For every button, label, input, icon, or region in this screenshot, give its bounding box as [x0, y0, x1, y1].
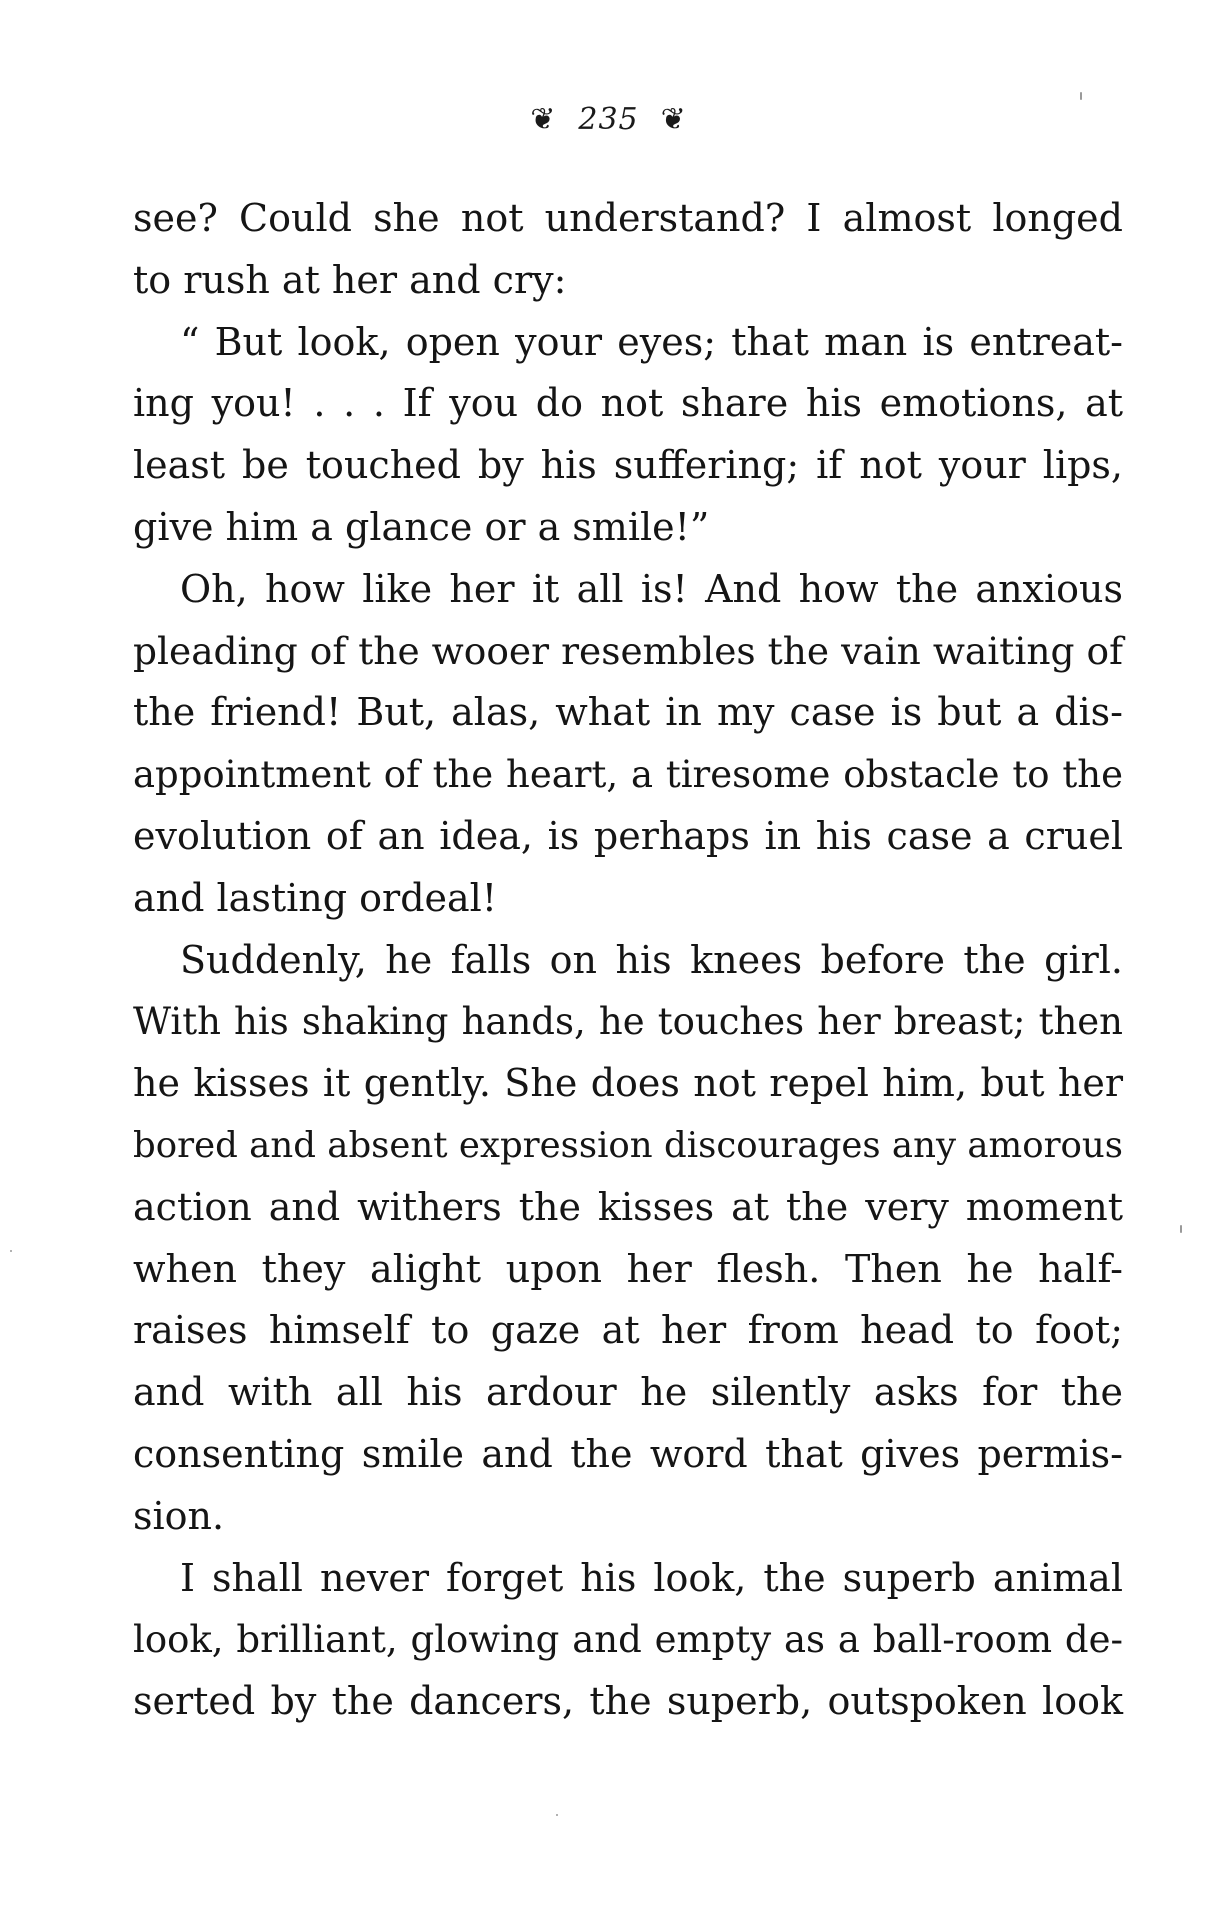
- fleuron-right-icon: ❦: [660, 102, 687, 137]
- text-line: “ But look, open your eyes; that man is entreat-: [180, 319, 1123, 364]
- text-line: raises himself to gaze at her from head to foot;: [133, 1308, 1123, 1353]
- text-line: Oh, how like her it all is! And how the anxious: [180, 566, 1123, 611]
- text-line: serted by the dancers, the superb, outspoken look: [133, 1679, 1123, 1724]
- scan-speck: [1180, 1225, 1182, 1233]
- text-line: pleading of the wooer resembles the vain waiting of: [133, 628, 1123, 673]
- scan-speck: [1080, 92, 1082, 100]
- text-line: and lasting ordeal!: [133, 875, 498, 920]
- text-line: the friend! But, alas, what in my case is but a dis-: [133, 690, 1123, 735]
- text-line: consenting smile and the word that gives permis-: [133, 1431, 1123, 1476]
- text-line: bored and absent expression discourages any amorous: [133, 1124, 1123, 1166]
- fleuron-left-icon: ❦: [530, 102, 557, 137]
- text-line: sion.: [133, 1493, 225, 1538]
- text-line: to rush at her and cry:: [133, 257, 567, 302]
- text-line: look, brilliant, glowing and empty as a ball-room de-: [133, 1618, 1123, 1662]
- scan-speck: [10, 1250, 12, 1252]
- text-line: see? Could she not understand? I almost longed: [133, 196, 1123, 240]
- text-line: ing you! . . . If you do not share his emotions, at: [133, 381, 1123, 426]
- text-line: evolution of an idea, is perhaps in his case a cruel: [133, 813, 1123, 858]
- text-line: least be touched by his suffering; if not your lips,: [133, 443, 1123, 488]
- body-text: [133, 188, 1123, 1733]
- page-number: 235: [578, 102, 639, 137]
- text-line: when they alight upon her flesh. Then he half-: [133, 1246, 1123, 1291]
- text-line: With his shaking hands, he touches her breast; then: [133, 1000, 1123, 1044]
- text-line: he kisses it gently. She does not repel him, but her: [133, 1061, 1123, 1106]
- scan-speck: [556, 1814, 558, 1816]
- text-line: I shall never forget his look, the superb animal: [180, 1555, 1123, 1600]
- text-line: Suddenly, he falls on his knees before the girl.: [180, 937, 1123, 982]
- text-line: give him a glance or a smile!”: [133, 504, 710, 549]
- text-line: appointment of the heart, a tiresome obstacle to the: [133, 753, 1123, 797]
- page-header: [0, 102, 1217, 137]
- text-line: and with all his ardour he silently asks for the: [133, 1370, 1123, 1415]
- text-line: action and withers the kisses at the very moment: [133, 1184, 1123, 1229]
